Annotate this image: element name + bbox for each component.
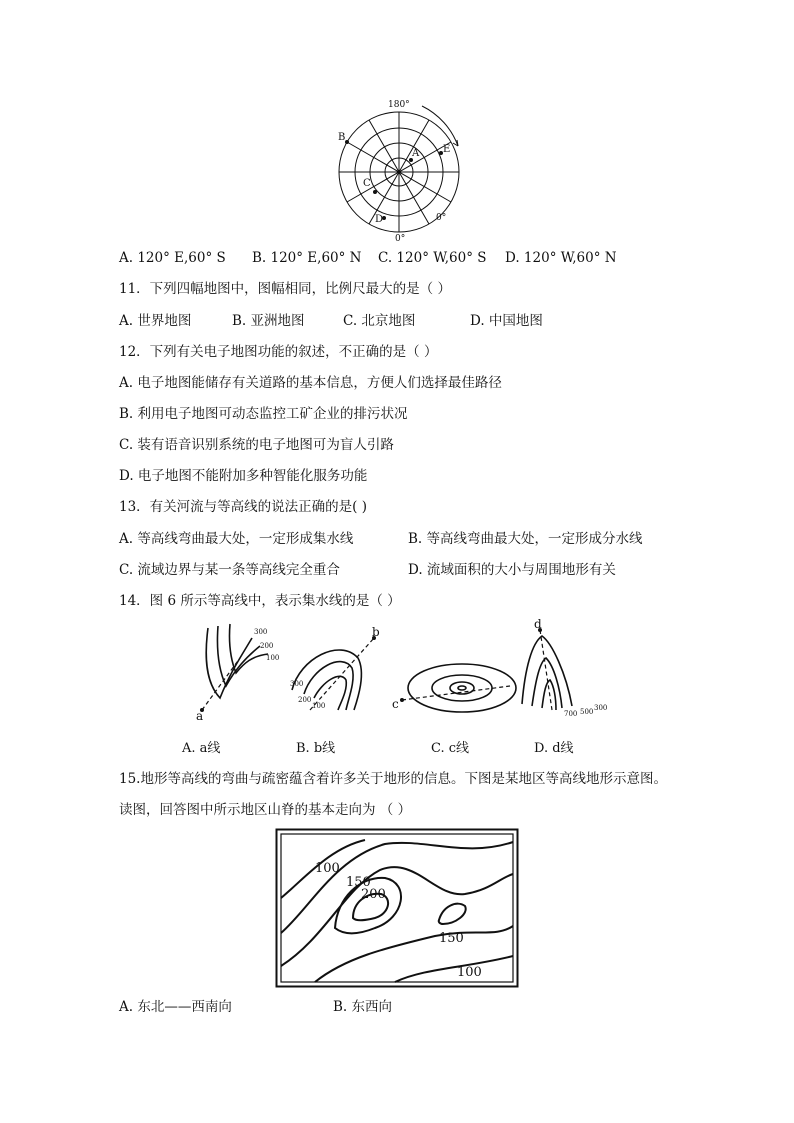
polar-point-c: C [363,178,371,189]
polar-point-d: D [375,214,384,225]
map-label-200: 200 [361,887,386,902]
fig14-a100: 100 [266,654,280,662]
q13-option-c: C. 流域边界与某一条等高线完全重合 [119,562,340,578]
q12-option-d: D. 电子地图不能附加多种智能化服务功能 [119,468,368,484]
q10-option-d: D. 120° W,60° N [505,250,617,266]
q13-option-a: A. 等高线弯曲最大处，一定形成集水线 [119,531,354,547]
q12-option-b: B. 利用电子地图可动态监控工矿企业的排污状况 [119,406,408,422]
q15-stem-line2: 读图，回答图中所示地区山脊的基本走向为 （ ） [119,802,412,818]
q13-option-b: B. 等高线弯曲最大处，一定形成分水线 [408,531,643,547]
fig14-b100: 100 [312,702,326,710]
polar-top-label: 180° [388,100,410,110]
map-label-100a: 100 [315,861,340,876]
fig14-d700: 700 [564,710,578,718]
q11-option-c: C. 北京地图 [343,313,416,329]
q10-option-c: C. 120° W,60° S [378,250,487,266]
contour-lines-figure [180,618,620,728]
polar-point-a: A [412,148,420,159]
q12-stem: 12．下列有关电子地图功能的叙述，不正确的是（ ） [119,344,438,360]
map-label-100b: 100 [457,965,482,980]
map-label-150b: 150 [439,931,464,946]
q14-option-c: C. c线 [431,741,470,756]
fig14-c-label: c [392,697,399,711]
q15-option-b: B. 东西向 [333,999,393,1015]
fig14-d300: 300 [594,704,608,712]
polar-right-label: 0° [436,213,447,223]
fig14-b300: 300 [290,680,304,688]
q10-option-b: B. 120° E,60° N [252,250,362,266]
fig14-b-label: b [372,625,380,639]
polar-projection-figure [326,96,466,241]
fig14-b200: 200 [298,696,312,704]
fig14-a300: 300 [254,628,268,636]
q12-option-c: C. 装有语音识别系统的电子地图可为盲人引路 [119,437,394,453]
q15-option-a: A. 东北——西南向 [119,999,232,1015]
polar-point-e: E [443,144,451,155]
q14-option-a: A. a线 [182,741,221,756]
q11-option-a: A. 世界地图 [119,313,192,329]
q14-option-d: D. d线 [534,741,574,756]
q11-stem: 11．下列四幅地图中，图幅相同，比例尺最大的是（ ） [119,281,451,297]
polar-bottom-label: 0° [395,234,406,241]
q14-stem: 14．图 6 所示等高线中，表示集水线的是（ ） [119,593,401,609]
q10-option-a: A. 120° E,60° S [119,250,226,266]
q15-stem-line1: 15.地形等高线的弯曲与疏密蕴含着许多关于地形的信息。下图是某地区等高线地形示意图。 [119,771,667,787]
polar-point-b: B [338,132,346,143]
terrain-contour-map [275,828,519,988]
q13-option-d: D. 流域面积的大小与周围地形有关 [408,562,616,578]
fig14-a-label: a [196,709,204,723]
fig14-d-label: d [534,618,542,631]
q11-option-d: D. 中国地图 [470,313,543,329]
q11-option-b: B. 亚洲地图 [232,313,305,329]
q12-option-a: A. 电子地图能储存有关道路的基本信息，方便人们选择最佳路径 [119,375,502,391]
fig14-a200: 200 [260,642,274,650]
map-label-150a: 150 [346,875,371,890]
fig14-d500: 500 [580,708,594,716]
q14-option-b: B. b线 [296,741,336,756]
q13-stem: 13．有关河流与等高线的说法正确的是( ) [119,499,368,515]
